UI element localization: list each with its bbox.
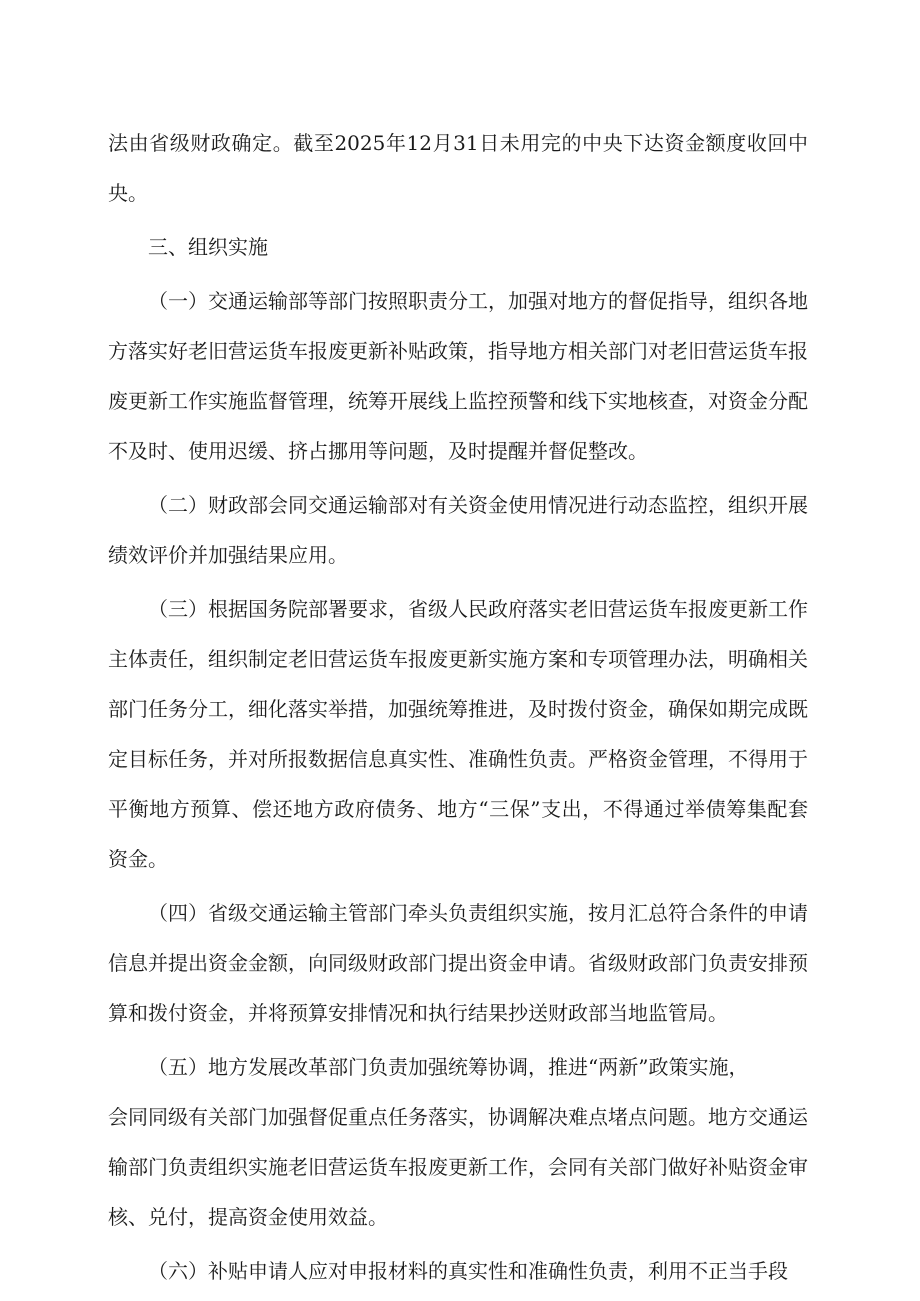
paragraph-continuation: 法由省级财政确定。截至2025年12月31日未用完的中央下达资金额度收回中央。 (108, 131, 808, 205)
paragraph-item-1: （一）交通运输部等部门按照职责分工，加强对地方的督促指导，组织各地方落实好老旧营运货车报废更新补贴政策，指导地方相关部门对老旧营运货车报废更新工作实施监督管理，统筹开展线上监控预警和线下实地核查，对资金分配不及时、使用迟缓、挤占挪用等问题，及时提醒并督促整改。 (108, 289, 808, 463)
section-heading: 三、组织实施 (148, 235, 268, 259)
paragraph-item-5: （五）地方发展改革部门负责加强统筹协调，推进“两新”政策实施， (148, 1055, 749, 1079)
paragraph-item-6: （六）补贴申请人应对申报材料的真实性和准确性负责，利用不正当手段 (148, 1259, 788, 1283)
paragraph-item-2: （二）财政部会同交通运输部对有关资金使用情况进行动态监控，组织开展绩效评价并加强结果应用。 (108, 493, 808, 567)
paragraph-item-3: （三）根据国务院部署要求，省级人民政府落实老旧营运货车报废更新工作主体责任，组织制定老旧营运货车报废更新实施方案和专项管理办法，明确相关部门任务分工，细化落实举措，加强统筹推进，及时拨付资金，确保如期完成既定目标任务，并对所报数据信息真实性、准确性负责。严格资金管理，不得用于平衡地方预算、偿还地方政府债务、地方“三保”支出，不得通过举债筹集配套资金。 (108, 597, 808, 871)
paragraph-item-5-continued: 会同同级有关部门加强督促重点任务落实，协调解决难点堵点问题。地方交通运输部门负责组织实施老旧营运货车报废更新工作，会同有关部门做好补贴资金审核、兑付，提高资金使用效益。 (108, 1105, 808, 1229)
document-body (108, 118, 808, 1296)
paragraph-item-4: （四）省级交通运输主管部门牵头负责组织实施，按月汇总符合条件的申请信息并提出资金金额，向同级财政部门提出资金申请。省级财政部门负责安排预算和拨付资金，并将预算安排情况和执行结果抄送财政部当地监管局。 (108, 901, 808, 1025)
